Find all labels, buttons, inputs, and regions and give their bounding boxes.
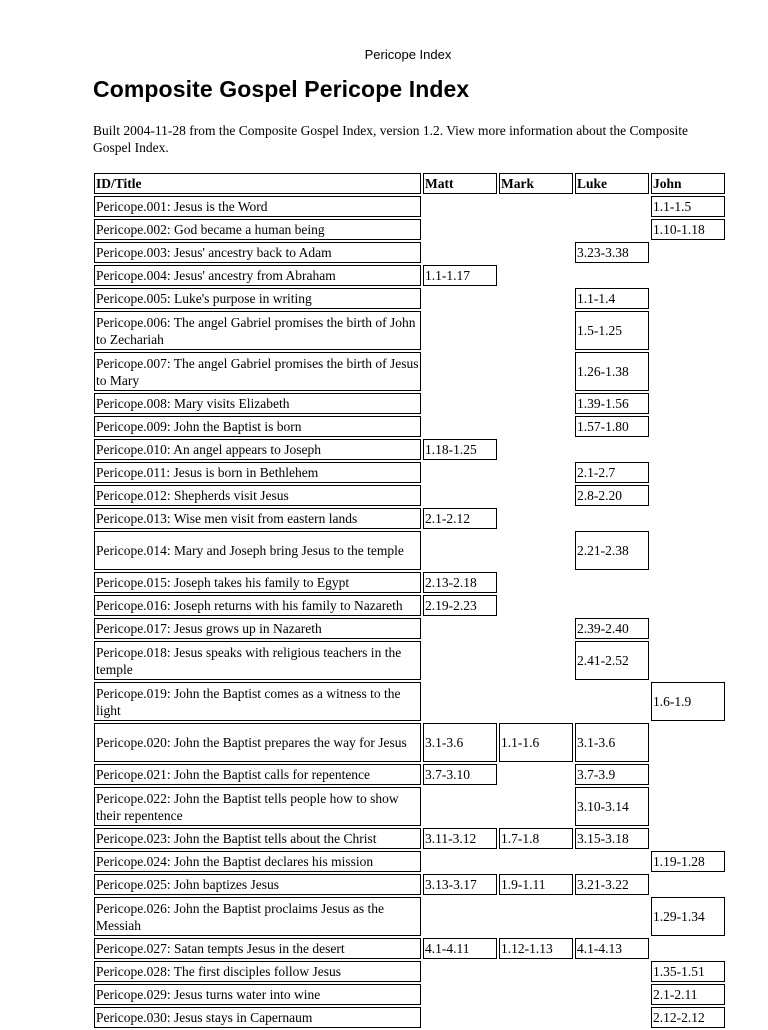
cell-matt xyxy=(423,352,497,391)
cell-mark xyxy=(499,618,573,639)
cell-matt xyxy=(423,485,497,506)
cell-luke xyxy=(575,595,649,616)
table-row xyxy=(94,595,725,616)
cell-john xyxy=(651,641,725,680)
table-row xyxy=(94,764,725,785)
cell-title: Pericope.005: Luke's purpose in writing xyxy=(94,288,421,309)
cell-luke: 3.10-3.14 xyxy=(575,787,649,826)
table-row xyxy=(94,196,725,217)
cell-matt xyxy=(423,219,497,240)
table-row xyxy=(94,393,725,414)
table-row xyxy=(94,618,725,639)
cell-title: Pericope.007: The angel Gabriel promises the birth of Jesus to Mary xyxy=(94,352,421,391)
cell-title: Pericope.021: John the Baptist calls for repentence xyxy=(94,764,421,785)
table-header-row xyxy=(94,173,725,194)
cell-matt xyxy=(423,416,497,437)
cell-matt: 4.1-4.11 xyxy=(423,938,497,959)
table-row xyxy=(94,219,725,240)
cell-john: 1.35-1.51 xyxy=(651,961,725,982)
cell-john xyxy=(651,874,725,895)
cell-matt: 3.13-3.17 xyxy=(423,874,497,895)
cell-john xyxy=(651,531,725,570)
cell-luke: 3.23-3.38 xyxy=(575,242,649,263)
cell-title: Pericope.029: Jesus turns water into wine xyxy=(94,984,421,1005)
cell-john: 2.12-2.12 xyxy=(651,1007,725,1028)
cell-john xyxy=(651,439,725,460)
cell-mark xyxy=(499,1007,573,1028)
cell-matt xyxy=(423,682,497,721)
cell-title: Pericope.002: God became a human being xyxy=(94,219,421,240)
table-row xyxy=(94,938,725,959)
cell-john xyxy=(651,828,725,849)
cell-title: Pericope.026: John the Baptist proclaims Jesus as the Messiah xyxy=(94,897,421,936)
cell-luke: 2.8-2.20 xyxy=(575,485,649,506)
intro-text: Built 2004-11-28 from the Composite Gospel Index, version 1.2. View more information about the Composite Gospel Index. xyxy=(93,123,688,155)
cell-title: Pericope.010: An angel appears to Joseph xyxy=(94,439,421,460)
cell-mark xyxy=(499,393,573,414)
cell-john xyxy=(651,311,725,350)
table-row xyxy=(94,572,725,593)
cell-matt xyxy=(423,242,497,263)
table-row xyxy=(94,874,725,895)
cell-matt xyxy=(423,984,497,1005)
table-row xyxy=(94,961,725,982)
cell-matt xyxy=(423,311,497,350)
cell-matt xyxy=(423,462,497,483)
cell-title: Pericope.014: Mary and Joseph bring Jesus to the temple xyxy=(94,531,421,570)
cell-title: Pericope.004: Jesus' ancestry from Abraham xyxy=(94,265,421,286)
cell-mark xyxy=(499,961,573,982)
table-row xyxy=(94,641,725,680)
cell-john xyxy=(651,572,725,593)
cell-mark xyxy=(499,572,573,593)
cell-title: Pericope.008: Mary visits Elizabeth xyxy=(94,393,421,414)
cell-mark xyxy=(499,787,573,826)
cell-john xyxy=(651,764,725,785)
cell-title: Pericope.006: The angel Gabriel promises the birth of John to Zechariah xyxy=(94,311,421,350)
cell-mark xyxy=(499,984,573,1005)
column-header-john: John xyxy=(651,173,725,194)
pericope-table xyxy=(92,171,727,1030)
cell-luke: 2.1-2.7 xyxy=(575,462,649,483)
cell-mark xyxy=(499,288,573,309)
cell-mark xyxy=(499,531,573,570)
cell-john: 1.10-1.18 xyxy=(651,219,725,240)
cell-title: Pericope.018: Jesus speaks with religious teachers in the temple xyxy=(94,641,421,680)
cell-matt xyxy=(423,787,497,826)
cell-title: Pericope.030: Jesus stays in Capernaum xyxy=(94,1007,421,1028)
table-row xyxy=(94,265,725,286)
cell-title: Pericope.011: Jesus is born in Bethlehem xyxy=(94,462,421,483)
cell-john xyxy=(651,265,725,286)
cell-title: Pericope.024: John the Baptist declares his mission xyxy=(94,851,421,872)
cell-john: 1.19-1.28 xyxy=(651,851,725,872)
cell-luke: 1.5-1.25 xyxy=(575,311,649,350)
intro-paragraph xyxy=(93,122,725,156)
table-row xyxy=(94,897,725,936)
cell-title: Pericope.019: John the Baptist comes as a witness to the light xyxy=(94,682,421,721)
table-row xyxy=(94,485,725,506)
cell-mark: 1.1-1.6 xyxy=(499,723,573,762)
cell-john xyxy=(651,938,725,959)
cell-matt xyxy=(423,1007,497,1028)
cell-luke: 2.21-2.38 xyxy=(575,531,649,570)
cell-matt xyxy=(423,196,497,217)
cell-title: Pericope.001: Jesus is the Word xyxy=(94,196,421,217)
cell-title: Pericope.027: Satan tempts Jesus in the desert xyxy=(94,938,421,959)
cell-luke: 1.57-1.80 xyxy=(575,416,649,437)
cell-luke xyxy=(575,851,649,872)
cell-luke xyxy=(575,897,649,936)
cell-mark xyxy=(499,219,573,240)
column-header-mark: Mark xyxy=(499,173,573,194)
page-title: Composite Gospel Pericope Index xyxy=(93,76,470,102)
cell-matt xyxy=(423,393,497,414)
table-row xyxy=(94,242,725,263)
cell-john: 2.1-2.11 xyxy=(651,984,725,1005)
table-row xyxy=(94,984,725,1005)
table-row xyxy=(94,508,725,529)
cell-matt: 3.11-3.12 xyxy=(423,828,497,849)
cell-mark xyxy=(499,485,573,506)
cell-matt: 2.13-2.18 xyxy=(423,572,497,593)
cell-mark: 1.12-1.13 xyxy=(499,938,573,959)
cell-title: Pericope.015: Joseph takes his family to Egypt xyxy=(94,572,421,593)
cell-luke xyxy=(575,196,649,217)
cell-luke: 3.7-3.9 xyxy=(575,764,649,785)
cell-mark xyxy=(499,595,573,616)
cell-luke xyxy=(575,508,649,529)
column-header-matt: Matt xyxy=(423,173,497,194)
cell-title: Pericope.023: John the Baptist tells about the Christ xyxy=(94,828,421,849)
table-row xyxy=(94,828,725,849)
cell-title: Pericope.003: Jesus' ancestry back to Adam xyxy=(94,242,421,263)
column-header-luke: Luke xyxy=(575,173,649,194)
table-row xyxy=(94,682,725,721)
cell-mark xyxy=(499,196,573,217)
cell-luke xyxy=(575,961,649,982)
cell-mark xyxy=(499,352,573,391)
cell-matt xyxy=(423,641,497,680)
cell-luke: 2.41-2.52 xyxy=(575,641,649,680)
cell-john xyxy=(651,508,725,529)
cell-title: Pericope.009: John the Baptist is born xyxy=(94,416,421,437)
cell-john xyxy=(651,595,725,616)
cell-matt: 3.1-3.6 xyxy=(423,723,497,762)
cell-mark xyxy=(499,311,573,350)
cell-john xyxy=(651,352,725,391)
table-row xyxy=(94,531,725,570)
cell-john xyxy=(651,462,725,483)
cell-john xyxy=(651,723,725,762)
cell-john xyxy=(651,242,725,263)
cell-luke: 1.1-1.4 xyxy=(575,288,649,309)
cell-john xyxy=(651,416,725,437)
cell-mark: 1.9-1.11 xyxy=(499,874,573,895)
cell-luke xyxy=(575,219,649,240)
cell-title: Pericope.020: John the Baptist prepares the way for Jesus xyxy=(94,723,421,762)
cell-luke xyxy=(575,265,649,286)
cell-title: Pericope.012: Shepherds visit Jesus xyxy=(94,485,421,506)
cell-title: Pericope.016: Joseph returns with his family to Nazareth xyxy=(94,595,421,616)
table-row xyxy=(94,416,725,437)
table-row xyxy=(94,311,725,350)
cell-luke: 3.1-3.6 xyxy=(575,723,649,762)
cell-luke: 1.39-1.56 xyxy=(575,393,649,414)
cell-mark xyxy=(499,416,573,437)
cell-mark xyxy=(499,682,573,721)
table-row xyxy=(94,1007,725,1028)
table-row xyxy=(94,352,725,391)
cell-mark xyxy=(499,641,573,680)
cell-john xyxy=(651,393,725,414)
cell-john: 1.1-1.5 xyxy=(651,196,725,217)
cell-matt: 1.18-1.25 xyxy=(423,439,497,460)
cell-mark xyxy=(499,508,573,529)
cell-matt xyxy=(423,961,497,982)
cell-luke xyxy=(575,572,649,593)
table-body xyxy=(94,196,725,1028)
cell-john: 1.6-1.9 xyxy=(651,682,725,721)
cell-john xyxy=(651,618,725,639)
cell-luke: 4.1-4.13 xyxy=(575,938,649,959)
table-row xyxy=(94,288,725,309)
cell-matt: 3.7-3.10 xyxy=(423,764,497,785)
cell-title: Pericope.028: The first disciples follow Jesus xyxy=(94,961,421,982)
cell-matt: 2.19-2.23 xyxy=(423,595,497,616)
cell-john xyxy=(651,288,725,309)
cell-mark xyxy=(499,462,573,483)
cell-luke xyxy=(575,1007,649,1028)
table-row xyxy=(94,439,725,460)
cell-matt xyxy=(423,897,497,936)
cell-title: Pericope.017: Jesus grows up in Nazareth xyxy=(94,618,421,639)
cell-matt xyxy=(423,288,497,309)
cell-matt: 1.1-1.17 xyxy=(423,265,497,286)
cell-mark xyxy=(499,764,573,785)
table-row xyxy=(94,851,725,872)
cell-john xyxy=(651,485,725,506)
cell-title: Pericope.013: Wise men visit from eastern lands xyxy=(94,508,421,529)
cell-matt xyxy=(423,851,497,872)
cell-luke xyxy=(575,439,649,460)
cell-mark xyxy=(499,897,573,936)
cell-title: Pericope.025: John baptizes Jesus xyxy=(94,874,421,895)
cell-mark xyxy=(499,851,573,872)
cell-mark xyxy=(499,439,573,460)
cell-luke: 3.21-3.22 xyxy=(575,874,649,895)
table-row xyxy=(94,723,725,762)
cell-luke: 3.15-3.18 xyxy=(575,828,649,849)
cell-john xyxy=(651,787,725,826)
cell-matt xyxy=(423,531,497,570)
table-row xyxy=(94,462,725,483)
running-header: Pericope Index xyxy=(364,47,452,62)
cell-matt xyxy=(423,618,497,639)
cell-luke: 1.26-1.38 xyxy=(575,352,649,391)
cell-luke xyxy=(575,984,649,1005)
column-header-id-title: ID/Title xyxy=(94,173,421,194)
cell-matt: 2.1-2.12 xyxy=(423,508,497,529)
cell-title: Pericope.022: John the Baptist tells people how to show their repentence xyxy=(94,787,421,826)
cell-john: 1.29-1.34 xyxy=(651,897,725,936)
cell-luke: 2.39-2.40 xyxy=(575,618,649,639)
cell-luke xyxy=(575,682,649,721)
cell-mark xyxy=(499,265,573,286)
table-row xyxy=(94,787,725,826)
cell-mark: 1.7-1.8 xyxy=(499,828,573,849)
cell-mark xyxy=(499,242,573,263)
